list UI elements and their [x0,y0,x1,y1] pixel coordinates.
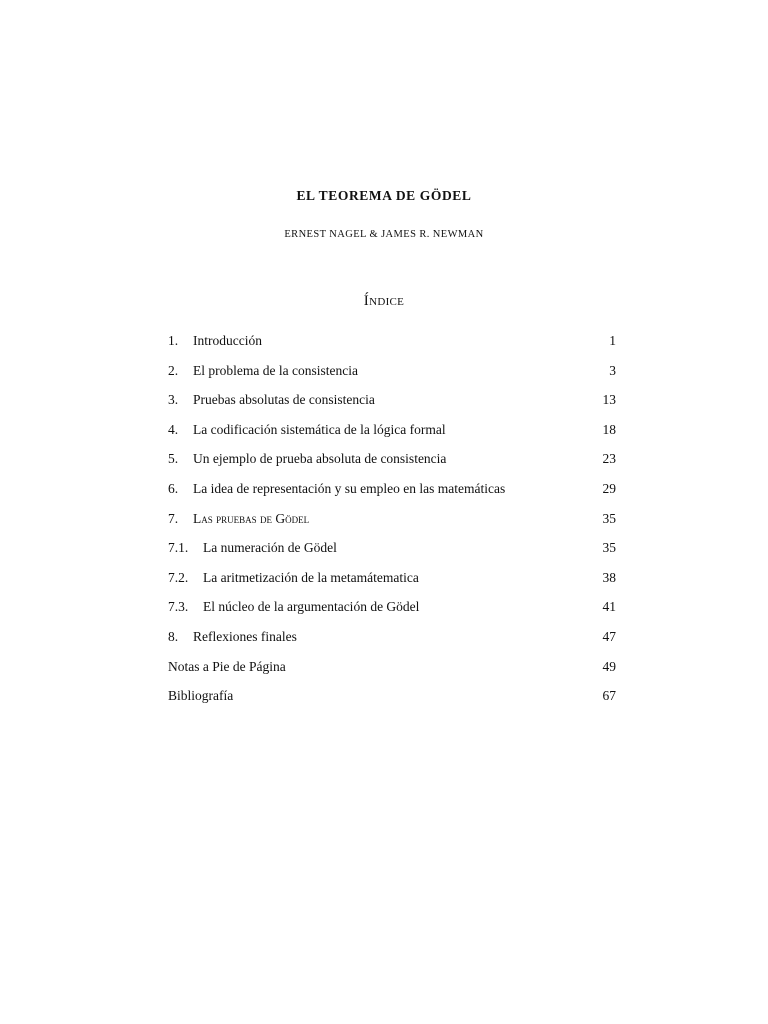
toc-entry-page: 13 [602,392,616,408]
toc-entry [168,598,616,628]
toc-entry [168,539,616,569]
toc-entry-label: Las pruebas de Gödel [193,510,310,526]
toc-entry-number: 4. [168,421,179,437]
toc-entry-label: La aritmetización de la metamátematica [203,569,419,585]
toc-entry-label: Introducción [193,333,262,348]
toc-entry-label: Reflexiones finales [193,628,297,644]
toc-entry [168,421,616,451]
toc-entry-number: 7. [168,510,179,526]
toc-entry-label: La codificación sistemática de la lógica formal [193,421,446,437]
toc-entry-label: Notas a Pie de Página [168,658,286,674]
toc-entry [168,450,616,480]
toc-entry [168,658,616,688]
toc-entry-page: 35 [602,540,616,556]
toc-entry-page: 49 [602,658,616,674]
toc-entry-page: 23 [602,451,616,467]
toc-entry [168,480,616,510]
toc-entry [168,687,616,717]
toc-entry-page: 1 [609,333,616,348]
toc-entry-number: 2. [168,362,179,378]
toc-entry-label: La numeración de Gödel [203,540,337,556]
toc-entry [168,362,616,392]
toc-entry-number: 7.3. [168,599,189,615]
toc-entry-page: 18 [602,421,616,437]
toc-entry-page: 38 [602,569,616,585]
toc-entry-page: 29 [602,480,616,496]
toc-entry-number: 5. [168,451,179,467]
toc-entry [168,569,616,599]
toc-entry-number: 7.2. [168,569,189,585]
toc-entry-label: Pruebas absolutas de consistencia [193,392,375,408]
toc-entry [168,628,616,658]
toc-entry-page: 35 [602,510,616,526]
toc-entry-label: Bibliografía [168,688,234,704]
toc-entry [168,391,616,421]
toc-entry-page: 67 [602,688,616,704]
toc-entry-label: La idea de representación y su empleo en las matemáticas [193,480,506,496]
toc-entry-label: Un ejemplo de prueba absoluta de consistencia [193,451,447,467]
toc-entry-number: 7.1. [168,540,189,556]
document-title: EL TEOREMA DE GÖDEL [296,188,472,203]
toc-entry [168,332,616,362]
toc-entry-number: 6. [168,480,179,496]
toc-entry-page: 3 [609,362,616,378]
toc-entry-page: 41 [602,599,616,615]
toc-entry [168,510,616,540]
toc-entry-label: El problema de la consistencia [193,362,358,378]
toc-entry-label: El núcleo de la argumentación de Gödel [203,599,420,615]
toc-entry-number: 8. [168,628,179,644]
toc-heading: Índice [363,293,405,309]
toc-entry-page: 47 [602,628,616,644]
toc-entry-number: 3. [168,392,179,408]
document-authors: ERNEST NAGEL & JAMES R. NEWMAN [284,229,484,240]
toc-entry-number: 1. [168,333,179,348]
table-of-contents [168,332,616,717]
